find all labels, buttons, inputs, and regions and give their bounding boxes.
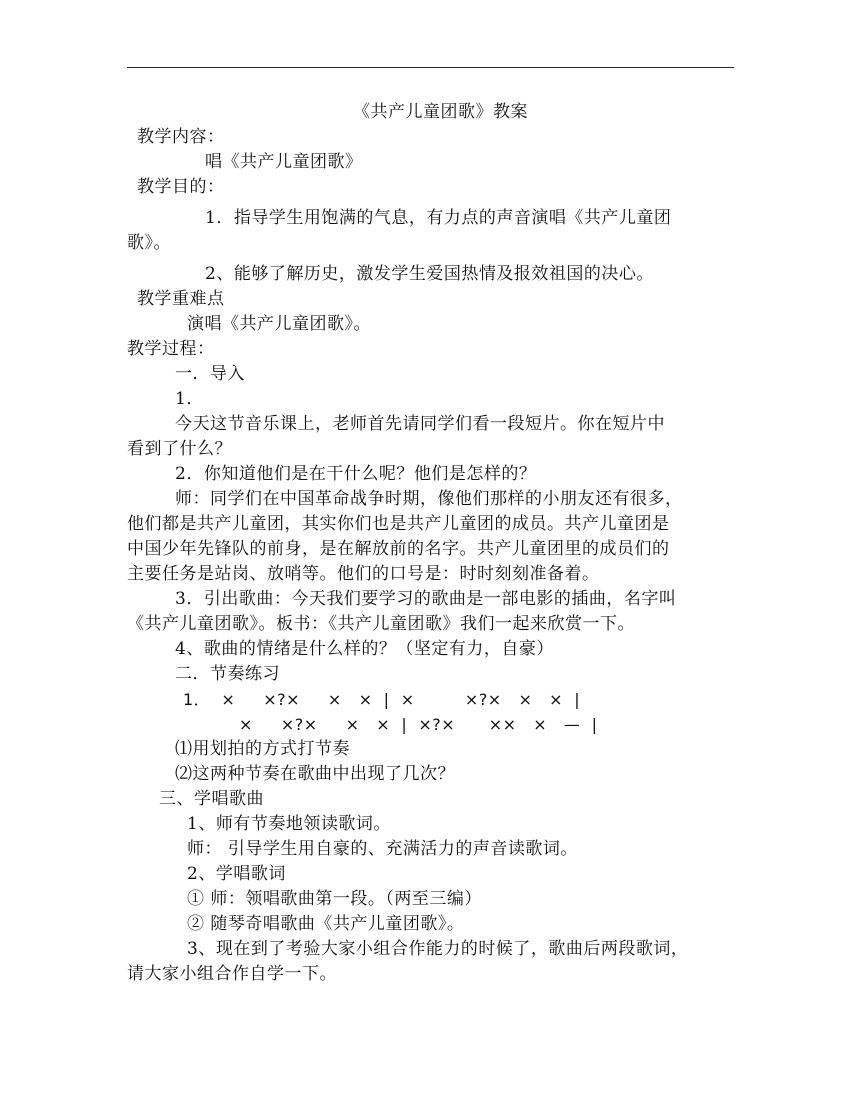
header-rule bbox=[127, 67, 734, 68]
section-3-item-3-line-2: 请大家小组合作自学一下。 bbox=[127, 964, 337, 984]
section-3-item-2: 2、学唱歌词 bbox=[187, 864, 286, 884]
goal-1-line-2: 歌》。 bbox=[127, 233, 171, 253]
key-heading: 教学重难点 bbox=[137, 289, 225, 309]
process-heading: 教学过程： bbox=[127, 339, 215, 359]
section-2-question-2: ⑵这两种节奏在歌曲中出现了几次？ bbox=[175, 764, 455, 784]
rhythm-line-2: × ×?× × × | ×?× ×× × — | bbox=[239, 715, 598, 734]
key-item: 演唱《共产儿童团歌》。 bbox=[187, 314, 371, 334]
document-title: 《共产儿童团歌》教案 bbox=[353, 102, 528, 122]
section-3-heading: 三、学唱歌曲 bbox=[159, 789, 264, 809]
content-heading: 教学内容： bbox=[137, 127, 225, 147]
goal-2: 2、能够了解历史，激发学生爱国热情及报效祖国的决心。 bbox=[205, 264, 654, 284]
section-3-item-2-step-2: ② 随琴奇唱歌曲《共产儿童团歌》。 bbox=[187, 914, 465, 934]
section-1-para-4-line-2: 《共产儿童团歌》。板书：《共产儿童团歌》我们一起来欣赏一下。 bbox=[127, 614, 635, 634]
goal-1-line-1: 1．指导学生用饱满的气息，有力点的声音演唱《共产儿童团 bbox=[205, 208, 672, 228]
section-1-para-4-line-1: 3．引出歌曲：今天我们要学习的歌曲是一部电影的插曲，名字叫 bbox=[175, 589, 677, 609]
section-2-question-1: ⑴用划拍的方式打节奏 bbox=[175, 739, 350, 759]
section-1-para-3-line-1: 师：同学们在中国革命战争时期，像他们那样的小朋友还有很多， bbox=[175, 489, 683, 509]
lesson-plan-document bbox=[127, 100, 734, 987]
section-1-para-3-line-2: 他们都是共产儿童团，其实你们也是共产儿童团的成员。共产儿童团是 bbox=[127, 514, 670, 534]
section-1-para-1-line-1: 今天这节音乐课上，老师首先请同学们看一段短片。你在短片中 bbox=[175, 414, 665, 434]
section-1-heading: 一．导入 bbox=[175, 364, 245, 384]
section-1-para-3-line-3: 中国少年先锋队的前身，是在解放前的名字。共产儿童团里的成员们的 bbox=[127, 539, 670, 559]
goal-heading: 教学目的： bbox=[137, 177, 225, 197]
content-item: 唱《共产儿童团歌》 bbox=[205, 152, 363, 172]
rhythm-line-1: 1． × ×?× × × | × ×?× × × | bbox=[183, 690, 581, 709]
section-1-para-5: 4、歌曲的情绪是什么样的？（坚定有力，自豪） bbox=[175, 639, 554, 659]
section-3-item-1-teacher: 师： 引导学生用自豪的、充满活力的声音读歌词。 bbox=[187, 839, 578, 859]
section-3-item-1: 1、师有节奏地领读歌词。 bbox=[187, 814, 391, 834]
section-3-item-2-step-1: ① 师：领唱歌曲第一段。（两至三编） bbox=[187, 889, 482, 909]
section-1-para-2: 2．你知道他们是在干什么呢？他们是怎样的？ bbox=[175, 464, 537, 484]
section-1-para-3-line-4: 主要任务是站岗、放哨等。他们的口号是：时时刻刻准备着。 bbox=[127, 564, 600, 584]
section-1-para-1-line-2: 看到了什么？ bbox=[127, 439, 232, 459]
section-3-item-3-line-1: 3、现在到了考验大家小组合作能力的时候了，歌曲后两段歌词， bbox=[187, 939, 689, 959]
section-2-heading: 二．节奏练习 bbox=[175, 664, 280, 684]
section-1-number: 1． bbox=[175, 389, 204, 409]
